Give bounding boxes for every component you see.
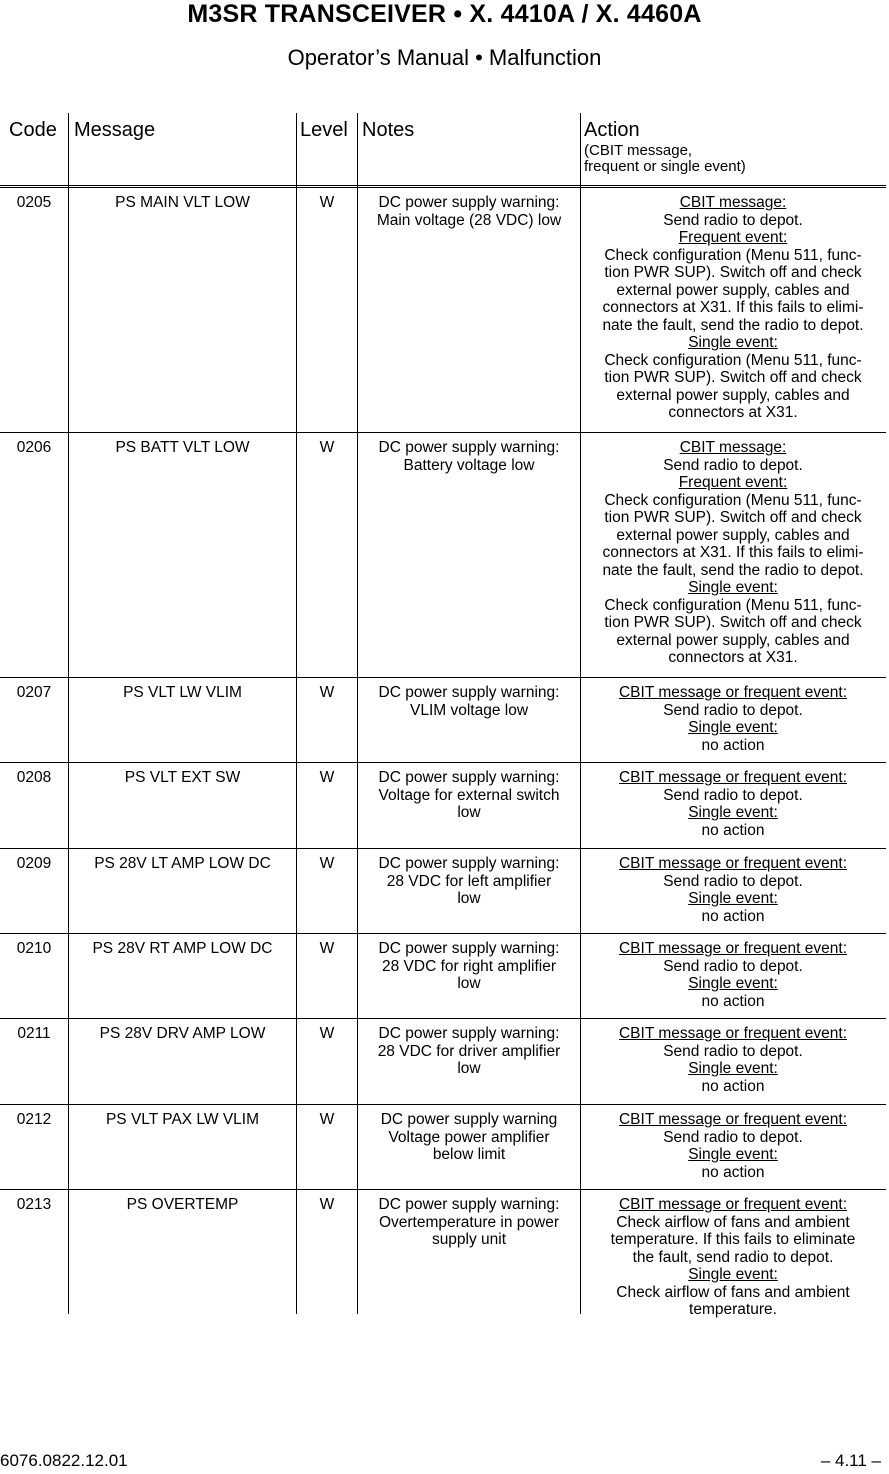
action-line: no action: [701, 992, 765, 1010]
row-level: W: [319, 1111, 335, 1128]
row-message: PS VLT EXT SW: [124, 769, 241, 786]
row-message: PS BATT VLT LOW: [115, 439, 250, 456]
row-level: W: [319, 769, 335, 786]
row-notes: [358, 194, 580, 229]
notes-line: DC power supply warning:: [378, 769, 560, 786]
notes-line: Main voltage (28 VDC) low: [376, 211, 562, 229]
row-notes: [358, 439, 580, 474]
row-code: 0208: [16, 769, 52, 786]
action-line: nate the fault, send the radio to depot.: [602, 316, 864, 334]
document-number: 6076.0822.12.01: [0, 1451, 128, 1470]
row-notes: [358, 1111, 580, 1164]
header-notes: Notes: [362, 119, 415, 141]
action-line: no action: [701, 821, 765, 839]
notes-line: Overtemperature in power: [378, 1213, 560, 1231]
row-level: W: [319, 439, 335, 456]
row-action: [581, 940, 885, 1010]
notes-line: supply unit: [431, 1231, 507, 1248]
action-line: tion PWR SUP). Switch off and check: [604, 264, 862, 281]
action-line: external power supply, cables and: [616, 631, 850, 649]
action-line: connectors at X31.: [668, 404, 798, 421]
action-heading: Single event:: [688, 804, 778, 821]
notes-line: DC power supply warning:: [378, 940, 560, 957]
table-row: [0, 934, 886, 1019]
action-line: connectors at X31.: [668, 649, 798, 666]
row-code: 0211: [17, 1025, 51, 1042]
page-subtitle: Operator’s Manual • Malfunction: [287, 45, 602, 70]
table-row: [0, 433, 886, 678]
action-line: Send radio to depot.: [663, 701, 803, 719]
notes-line: 28 VDC for driver amplifier: [377, 1042, 561, 1060]
row-notes: [358, 1025, 580, 1078]
action-heading: CBIT message or frequent event:: [618, 684, 848, 701]
notes-line: low: [457, 1060, 481, 1077]
table-row: [0, 1105, 886, 1190]
action-line: tion PWR SUP). Switch off and check: [604, 614, 862, 631]
table-row: [0, 188, 886, 433]
action-line: external power supply, cables and: [616, 526, 850, 544]
action-line: no action: [701, 736, 765, 754]
action-heading: Single event:: [688, 975, 778, 992]
notes-line: DC power supply warning:: [378, 684, 560, 701]
action-heading: CBIT message or frequent event:: [618, 1025, 848, 1042]
action-line: no action: [701, 907, 765, 925]
action-heading: CBIT message or frequent event:: [618, 769, 848, 786]
action-line: Send radio to depot.: [663, 786, 803, 804]
row-code: 0209: [16, 855, 52, 872]
action-heading: Single event:: [688, 1060, 778, 1077]
action-line: Check configuration (Menu 511, func-: [604, 491, 862, 509]
action-heading: CBIT message:: [679, 194, 787, 211]
notes-line: VLIM voltage low: [409, 701, 529, 719]
action-line: Check configuration (Menu 511, func-: [604, 596, 862, 614]
row-code: 0213: [16, 1196, 52, 1213]
action-line: external power supply, cables and: [616, 386, 850, 404]
action-line: tion PWR SUP). Switch off and check: [604, 509, 862, 526]
row-action: [581, 1111, 885, 1181]
row-level: W: [319, 194, 335, 211]
row-message: PS 28V RT AMP LOW DC: [92, 940, 273, 957]
action-heading: Single event:: [688, 334, 778, 351]
action-heading: CBIT message or frequent event:: [618, 855, 848, 872]
action-line: Send radio to depot.: [663, 872, 803, 890]
row-code: 0212: [16, 1111, 52, 1128]
row-message: PS VLT PAX LW VLIM: [105, 1111, 260, 1128]
action-heading: CBIT message or frequent event:: [618, 1196, 848, 1213]
notes-line: low: [457, 890, 481, 907]
malfunction-table: [0, 113, 886, 1333]
action-line: Check airflow of fans and ambient: [616, 1213, 850, 1231]
action-heading: Single event:: [688, 719, 778, 736]
table-row: [0, 1019, 886, 1105]
action-line: temperature.: [689, 1301, 777, 1318]
action-heading: Frequent event:: [678, 229, 788, 246]
row-action: [581, 439, 885, 667]
action-line: connectors at X31. If this fails to elimi-: [602, 299, 864, 316]
action-heading: CBIT message or frequent event:: [618, 1111, 848, 1128]
table-row: [0, 849, 886, 934]
action-line: nate the fault, send the radio to depot.: [602, 561, 864, 579]
notes-line: Voltage for external switch: [378, 786, 560, 804]
notes-line: low: [457, 804, 481, 821]
row-action: [581, 1025, 885, 1095]
action-line: Send radio to depot.: [663, 456, 803, 474]
row-action: [581, 855, 885, 925]
action-heading: Single event:: [688, 1266, 778, 1283]
action-heading: Frequent event:: [678, 474, 788, 491]
action-line: Send radio to depot.: [663, 211, 803, 229]
notes-line: DC power supply warning:: [378, 439, 560, 456]
notes-line: Battery voltage low: [403, 456, 535, 474]
row-code: 0210: [16, 940, 52, 957]
action-line: no action: [701, 1163, 765, 1181]
notes-line: DC power supply warning:: [378, 1196, 560, 1213]
row-notes: [358, 1196, 580, 1249]
action-line: Send radio to depot.: [663, 1128, 803, 1146]
notes-line: DC power supply warning:: [378, 194, 560, 211]
row-message: PS MAIN VLT LOW: [115, 194, 250, 211]
row-action: [581, 684, 885, 754]
table-row: [0, 678, 886, 763]
page-number: – 4.11 –: [820, 1451, 881, 1470]
action-line: Send radio to depot.: [663, 1042, 803, 1060]
row-action: [581, 1196, 885, 1319]
row-message: PS 28V DRV AMP LOW: [99, 1025, 266, 1042]
action-heading: CBIT message:: [679, 439, 787, 456]
table-row: [0, 1190, 886, 1333]
row-code: 0206: [16, 439, 52, 456]
notes-line: DC power supply warning: [380, 1111, 558, 1128]
action-line: Check configuration (Menu 511, func-: [604, 246, 862, 264]
action-line: Check configuration (Menu 511, func-: [604, 351, 862, 369]
action-line: external power supply, cables and: [616, 281, 850, 299]
action-line: temperature. If this fails to eliminate: [610, 1231, 856, 1248]
notes-line: 28 VDC for left amplifier: [386, 872, 552, 890]
row-level: W: [319, 855, 335, 872]
table-row: [0, 763, 886, 849]
notes-line: 28 VDC for right amplifier: [381, 957, 556, 975]
notes-line: DC power supply warning:: [378, 855, 560, 872]
header-message: Message: [74, 119, 156, 141]
row-notes: [358, 940, 580, 993]
notes-line: below limit: [432, 1146, 506, 1163]
header-action-subtitle: (CBIT message, frequent or single event): [584, 142, 746, 175]
action-line: Check airflow of fans and ambient: [616, 1283, 850, 1301]
row-action: [581, 194, 885, 422]
action-line: the fault, send radio to depot.: [632, 1248, 834, 1266]
table-body: [0, 188, 886, 1333]
action-heading: Single event:: [688, 890, 778, 907]
action-line: no action: [701, 1077, 765, 1095]
action-line: connectors at X31. If this fails to elimi-: [602, 544, 864, 561]
header-level: Level: [300, 119, 348, 141]
action-line: Send radio to depot.: [663, 957, 803, 975]
row-message: PS OVERTEMP: [126, 1196, 239, 1213]
row-level: W: [319, 1196, 335, 1213]
row-code: 0205: [16, 194, 52, 211]
row-message: PS 28V LT AMP LOW DC: [94, 855, 271, 872]
action-heading: CBIT message or frequent event:: [618, 940, 848, 957]
row-level: W: [319, 940, 335, 957]
table-header: [0, 113, 886, 185]
row-level: W: [319, 1025, 335, 1042]
row-action: [581, 769, 885, 839]
row-notes: [358, 769, 580, 822]
notes-line: DC power supply warning:: [378, 1025, 560, 1042]
row-message: PS VLT LW VLIM: [123, 684, 242, 701]
action-heading: Single event:: [688, 579, 778, 596]
row-code: 0207: [16, 684, 52, 701]
row-notes: [358, 684, 580, 719]
row-level: W: [319, 684, 335, 701]
action-line: tion PWR SUP). Switch off and check: [604, 369, 862, 386]
notes-line: Voltage power amplifier: [388, 1128, 550, 1146]
header-action: Action: [584, 119, 640, 141]
row-notes: [358, 855, 580, 908]
notes-line: low: [457, 975, 481, 992]
header-code: Code: [9, 119, 57, 141]
action-heading: Single event:: [688, 1146, 778, 1163]
page-title: M3SR TRANSCEIVER • X. 4410A / X. 4460A: [187, 0, 702, 28]
